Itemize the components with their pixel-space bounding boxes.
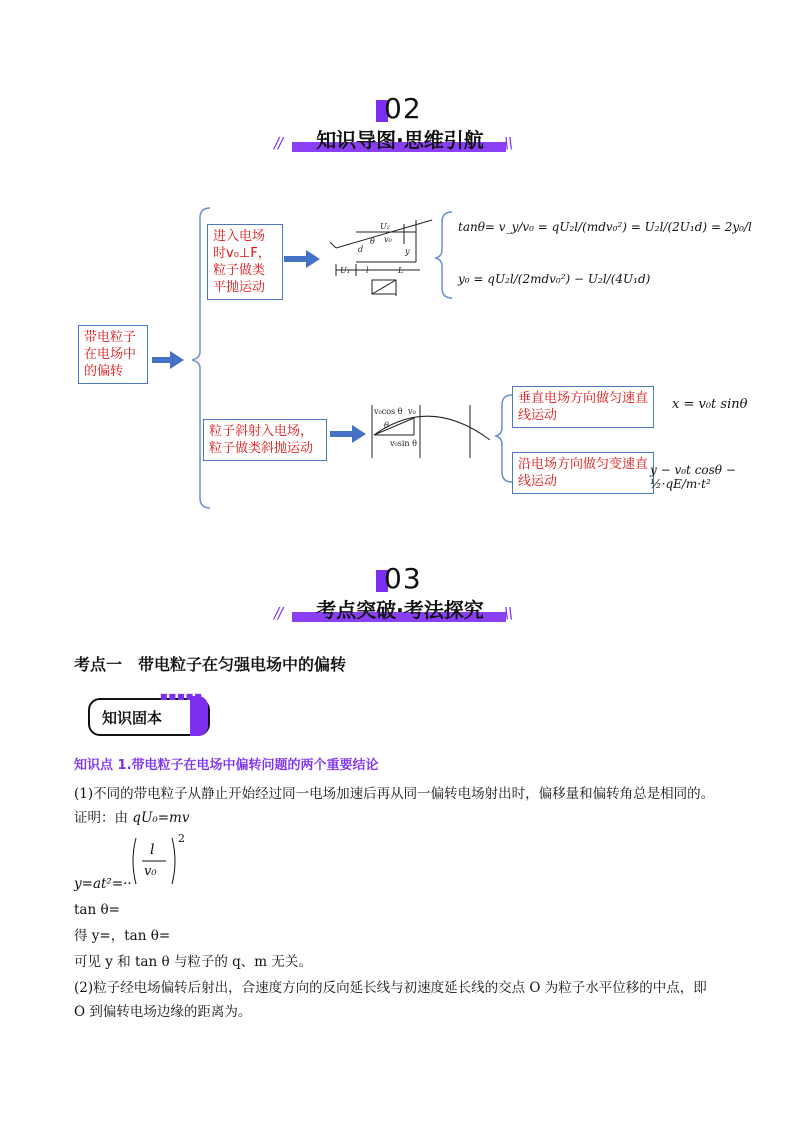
diagram1-u2: U₂ [380, 222, 390, 231]
formula-bracket [436, 212, 452, 298]
paragraph-3: y=at²=·· [74, 876, 132, 892]
sub2-formula: y − v₀t cosθ − ½·qE/m·t² [650, 463, 736, 491]
proof-prefix: 证明：由 [74, 810, 133, 826]
sub1-formula: x = v₀t sinθ [672, 397, 748, 412]
section-03-slashes-right: \\ [504, 604, 513, 622]
sub1-label: 垂直电场方向做匀速直线运动 [518, 391, 649, 423]
branch1-node [207, 224, 283, 300]
knowledge-title: 知识点 1.带电粒子在电场中偏转问题的两个重要结论 [74, 758, 379, 773]
paragraph-5: 得 y=，tan θ= [74, 928, 171, 944]
section-02-title: 知识导图·思维引航 [316, 128, 484, 152]
root-arrow [152, 351, 184, 369]
section-03-title: 考点突破·考法探究 [316, 598, 484, 622]
sub2-label: 沿电场方向做匀变速直线运动 [518, 457, 649, 489]
diagram2-v0: v₀ [408, 407, 416, 416]
sub2-node [512, 452, 654, 494]
badge-accent [190, 696, 208, 736]
section-02-slashes-right: \\ [504, 134, 513, 152]
diagram1-l: l [366, 266, 369, 275]
diagram1-v0: v₀ [384, 235, 392, 244]
sub-bracket [496, 395, 512, 482]
badge-label: 知识固本 [102, 709, 163, 727]
proof-formula: qU₀=mv [132, 810, 190, 826]
diagram1-u1: U₁ [340, 266, 350, 275]
sub1-node [512, 386, 654, 428]
badge-dots: ■■■■■ [160, 692, 203, 701]
frac-exp: 2 [178, 832, 185, 845]
deflection-diagram [330, 220, 432, 296]
branch2-label: 粒子斜射入电场，粒子做类斜抛运动 [209, 424, 314, 456]
frac-num: l [150, 842, 155, 858]
section-02-slashes-left: // [274, 134, 283, 152]
topic-heading: 考点一 带电粒子在匀强电场中的偏转 [74, 655, 347, 674]
frac-den: v₀ [144, 864, 157, 879]
paragraph-8: O 到偏转电场边缘的距离为。 [74, 1004, 252, 1020]
paragraph-7: (2)粒子经电场偏转后射出，合速度方向的反向延长线与初速度延长线的交点 O 为粒子水平位移的中点，即 [74, 980, 707, 996]
branch1-formula-b: y₀ = qU₂l/(2mdv₀²) − U₂l/(4U₁d) [458, 272, 651, 286]
fraction-group [128, 834, 188, 888]
branch1-arrow [284, 250, 320, 268]
paragraph-2 [74, 808, 189, 828]
paragraph-1: (1)不同的带电粒子从静止开始经过同一电场加速后再从同一偏转电场射出时，偏移量和偏转角总是相同的。 [74, 786, 715, 802]
diagram2-vcos: v₀cos θ [374, 407, 403, 416]
diagram1-d: d [358, 245, 364, 254]
paragraph-6: 可见 y 和 tan θ 与粒子的 q、m 无关。 [74, 954, 312, 970]
paragraph-4: tan θ= [74, 902, 120, 918]
knowledge-badge [88, 692, 210, 736]
root-node-label: 带电粒子在电场中的偏转 [84, 330, 137, 379]
diagram1-theta: θ [370, 237, 375, 246]
diagram1-y: y [405, 247, 410, 256]
section-03-slashes-left: // [274, 604, 283, 622]
diagram1-L: L [398, 266, 404, 275]
diagram2-theta: θ [384, 421, 389, 430]
branch2-arrow [330, 425, 366, 443]
branch1-formula-a: tanθ= v_y/v₀ = qU₂l/(mdv₀²) = U₂l/(2U₁d) = 2y₀/l [458, 220, 752, 234]
diagram2-vsin: v₀sin θ [390, 439, 417, 448]
branch2-node [203, 419, 327, 461]
section-03-number: 03 [376, 562, 436, 598]
section-02-number: 02 [376, 92, 436, 128]
branch1-label: 进入电场时v₀⊥F，粒子做类平抛运动 [213, 229, 271, 295]
